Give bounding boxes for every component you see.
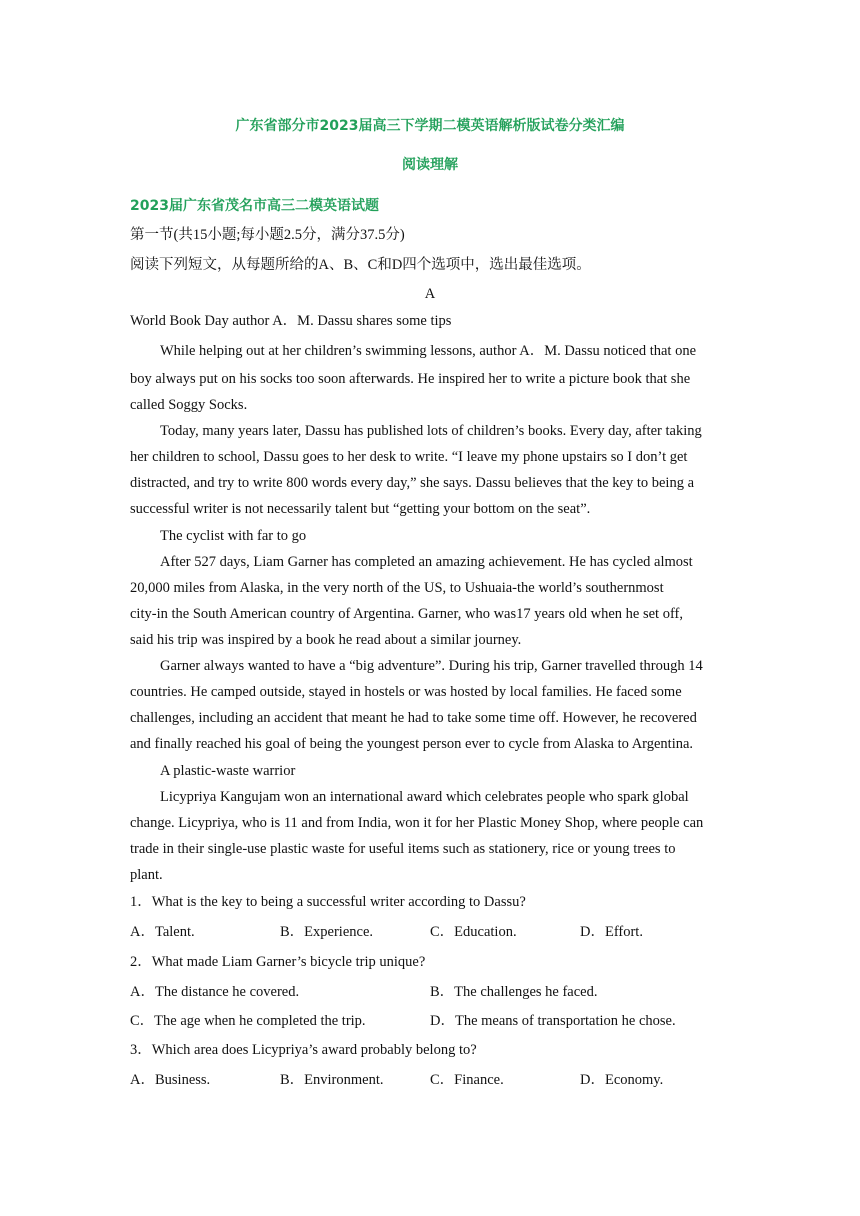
exam-name: 2023届广东省茂名市高三二模英语试题 — [130, 198, 379, 214]
option-a: A．The distance he covered. — [130, 984, 300, 1000]
paragraph-line: Today, many years later, Dassu has published lots of children’s books. Every day, after taking — [160, 423, 702, 439]
option-c: C．Finance. — [430, 1072, 504, 1088]
paragraph-line: challenges, including an accident that meant he had to take some time off. However, he recovered — [130, 710, 697, 726]
paragraph-line: city-in the South American country of Argentina. Garner, who was17 years old when he set off, — [130, 606, 683, 622]
paragraph-line: trade in their single-use plastic waste for useful items such as stationery, rice or young trees to — [130, 841, 676, 857]
paragraph-line: countries. He camped outside, stayed in hostels or was hosted by local families. He faced some — [130, 684, 682, 700]
paragraph-line: said his trip was inspired by a book he read about a similar journey. — [130, 632, 522, 648]
paragraph-line: her children to school, Dassu goes to her desk to write. “I leave my phone upstairs so I don’t get — [130, 449, 688, 465]
paragraph-line: Licypriya Kangujam won an international award which celebrates people who spark global — [160, 789, 689, 805]
question-stem: 3．Which area does Licypriya’s award probably belong to? — [130, 1042, 477, 1058]
paragraph-line: boy always put on his socks too soon afterwards. He inspired her to write a picture book that she — [130, 371, 691, 387]
option-b: B．The challenges he faced. — [430, 984, 598, 1000]
passage-letter: A — [424, 286, 436, 302]
option-b: B．Environment. — [280, 1072, 384, 1088]
option-d: D．Effort. — [580, 924, 643, 940]
option-c: C．Education. — [430, 924, 517, 940]
paragraph-line: and finally reached his goal of being the youngest person ever to cycle from Alaska to Argentina. — [130, 736, 694, 752]
paragraph-line: change. Licypriya, who is 11 and from India, won it for her Plastic Money Shop, where people can — [130, 815, 704, 831]
passage-heading: The cyclist with far to go — [160, 528, 307, 544]
paragraph-line: called Soggy Socks. — [130, 397, 248, 413]
document-title: 广东省部分市2023届高三下学期二模英语解析版试卷分类汇编 — [235, 118, 625, 134]
instruction: 阅读下列短文，从每题所给的A、B、C和D四个选项中，选出最佳选项。 — [130, 257, 591, 273]
question-stem: 1．What is the key to being a successful writer according to Dassu? — [130, 894, 526, 910]
paragraph-line: successful writer is not necessarily talent but “getting your bottom on the seat”. — [130, 501, 591, 517]
paragraph-line: While helping out at her children’s swimming lessons, author A．M. Dassu noticed that one — [160, 343, 697, 359]
option-a: A．Business. — [130, 1072, 211, 1088]
option-a: A．Talent. — [130, 924, 195, 940]
document-subtitle: 阅读理解 — [402, 157, 458, 173]
question-stem: 2．What made Liam Garner’s bicycle trip unique? — [130, 954, 426, 970]
paragraph-line: After 527 days, Liam Garner has completed an amazing achievement. He has cycled almost — [160, 554, 693, 570]
paragraph-line: plant. — [130, 867, 163, 883]
option-d: D．Economy. — [580, 1072, 664, 1088]
passage-heading: World Book Day author A．M. Dassu shares some tips — [130, 313, 452, 329]
paragraph-line: distracted, and try to write 800 words every day,” she says. Dassu believes that the key to being a — [130, 475, 694, 491]
paragraph-line: 20,000 miles from Alaska, in the very north of the US, to Ushuaia-the world’s southernmost — [130, 580, 664, 596]
section-info: 第一节(共15小题;每小题2.5分，满分37.5分) — [130, 227, 405, 243]
option-d: D．The means of transportation he chose. — [430, 1013, 676, 1029]
option-b: B．Experience. — [280, 924, 374, 940]
passage-heading: A plastic-waste warrior — [160, 763, 296, 779]
paragraph-line: Garner always wanted to have a “big adventure”. During his trip, Garner travelled through 14 — [160, 658, 703, 674]
option-c: C．The age when he completed the trip. — [130, 1013, 366, 1029]
